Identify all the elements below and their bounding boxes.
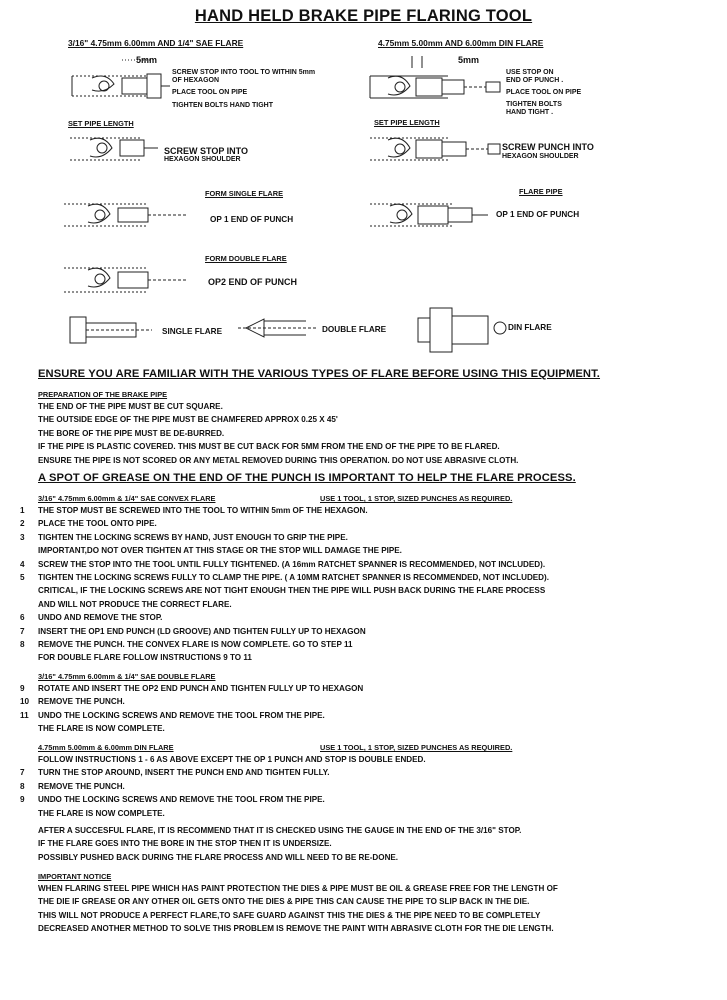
step-row (20, 519, 549, 532)
step-number: 4 (20, 559, 25, 569)
step-row (20, 795, 426, 808)
din-heading: 4.75mm 5.00mm & 6.00mm DIN FLARE (38, 743, 174, 752)
step-text: REMOVE THE PUNCH. (38, 697, 125, 707)
grease-heading: A SPOT OF GREASE ON THE END OF THE PUNCH IS IMPORTANT TO HELP THE FLARE PROCESS. (38, 472, 576, 484)
step-row (20, 684, 363, 697)
step-text: SCREW THE STOP INTO THE TOOL UNTIL FULLY TIGHTENED. (A 16mm RATCHET SPANNER IS RECOMMENDED, NOT INCLUDED). (38, 559, 546, 569)
left-step1-line1: SCREW STOP INTO TOOL TO WITHIN 5mm (172, 69, 316, 76)
step-text: PLACE THE TOOL ONTO PIPE. (38, 519, 157, 529)
important-line: WHEN FLARING STEEL PIPE WHICH HAS PAINT PROTECTION THE DIES & PIPE MUST BE OIL & GREASE FREE FOR THE LENGTH OF (38, 884, 558, 893)
important-line: THIS WILL NOT PRODUCE A PERFECT FLARE,TO SAFE GUARD AGAINST THIS THE DIES & THE PIPE NEED TO BE COMPLETELY (38, 910, 541, 920)
step-number: 11 (20, 710, 29, 720)
right-step1-line1: USE STOP ON (506, 69, 554, 76)
step-number: 8 (20, 639, 25, 649)
preparation-text (38, 402, 518, 469)
flare-pipe-label: FLARE PIPE (519, 187, 563, 196)
tool-diagram-double-flare (58, 260, 198, 302)
step-text: TIGHTEN THE LOCKING SCREWS BY HAND, JUST ENOUGH TO GRIP THE PIPE. (38, 532, 348, 542)
step-text: REMOVE THE PUNCH. THE CONVEX FLARE IS NOW COMPLETE. GO TO STEP 11 (38, 639, 353, 649)
left-step1-line4: TIGHTEN BOLTS HAND TIGHT (172, 102, 273, 109)
after-text (38, 826, 521, 866)
preparation-line: ENSURE THE PIPE IS NOT SCORED OR ANY METAL REMOVED DURING THIS OPERATION. DO NOT USE ABRASIVE CLOTH. (38, 455, 519, 465)
step-number: 6 (20, 613, 25, 623)
tool-diagram-left-set-length (62, 128, 162, 172)
step-text: IMPORTANT,DO NOT OVER TIGHTEN AT THIS STAGE OR THE STOP WILL DAMAGE THE PIPE. (38, 546, 402, 556)
important-heading: IMPORTANT NOTICE (38, 872, 112, 881)
tool-diagram-single-flare (58, 196, 198, 236)
preparation-line: THE OUTSIDE EDGE OF THE PIPE MUST BE CHAMFERED APPROX 0.25 X 45' (38, 415, 338, 425)
right-screw-punch-line2: HEXAGON SHOULDER (502, 153, 579, 160)
preparation-line: IF THE PIPE IS PLASTIC COVERED. THIS MUST BE CUT BACK FOR 5MM FROM THE END OF THE PIPE TO BE FLARED. (38, 442, 500, 452)
step-row (20, 782, 426, 795)
step-number: 7 (20, 768, 25, 778)
after-line: IF THE FLARE GOES INTO THE BORE IN THE STOP THEN IT IS UNDERSIZE. (38, 839, 332, 849)
single-flare-label: SINGLE FLARE (162, 327, 223, 336)
step-row (20, 533, 549, 546)
step-row (20, 697, 363, 710)
step-text: INSERT THE OP1 END PUNCH (LD GROOVE) AND TIGHTEN FULLY UP TO HEXAGON (38, 626, 366, 636)
right-step1-line2: END OF PUNCH . (506, 77, 564, 84)
step-text: REMOVE THE PUNCH. (38, 781, 125, 791)
left-set-pipe-length: SET PIPE LENGTH (68, 119, 134, 128)
left-step1-line3: PLACE TOOL ON PIPE (172, 89, 248, 96)
right-step1-line3: PLACE TOOL ON PIPE (506, 89, 582, 96)
step-text: THE FLARE IS NOW COMPLETE. (38, 724, 165, 734)
step-number: 2 (20, 519, 25, 529)
step-text: TURN THE STOP AROUND, INSERT THE PUNCH END AND TIGHTEN FULLY. (38, 768, 330, 778)
din-note: USE 1 TOOL, 1 STOP, SIZED PUNCHES AS REQUIRED. (320, 743, 513, 752)
preparation-line: THE BORE OF THE PIPE MUST BE DE-BURRED. (38, 428, 225, 438)
dim-5mm-left: 5mm (136, 55, 158, 65)
right-step1-line4: TIGHTEN BOLTS (506, 101, 562, 108)
din-flare-drawing (412, 300, 512, 356)
left-section-header: 3/16" 4.75mm 6.00mm AND 1/4" SAE FLARE (68, 38, 244, 48)
din-flare-label: DIN FLARE (508, 323, 552, 332)
form-double-flare-label: FORM DOUBLE FLARE (205, 254, 287, 263)
step-number: 1 (20, 506, 25, 515)
step-text: ROTATE AND INSERT THE OP2 END PUNCH AND TIGHTEN FULLY UP TO HEXAGON (38, 684, 364, 693)
step-text: FOR DOUBLE FLARE FOLLOW INSTRUCTIONS 9 TO 11 (38, 653, 252, 663)
tool-diagram-flare-pipe (362, 196, 492, 236)
step-row (20, 653, 549, 666)
double-steps (20, 684, 363, 738)
step-row (20, 768, 426, 781)
right-section-header: 4.75mm 5.00mm AND 6.00mm DIN FLARE (378, 38, 544, 48)
step-text: UNDO AND REMOVE THE STOP. (38, 613, 163, 623)
step-row (20, 600, 549, 613)
step-row (20, 724, 363, 737)
left-op1-label: OP 1 END OF PUNCH (210, 215, 294, 224)
single-flare-drawing (62, 305, 162, 355)
right-screw-punch-line1: SCREW PUNCH INTO (502, 142, 594, 152)
important-line: THE DIE IF GREASE OR ANY OTHER OIL GETS ONTO THE DIES & PIPE THIS CAN CAUSE THE PIPE TO SLIP BACK IN THE DIE. (38, 897, 530, 907)
convex-steps (20, 506, 549, 667)
step-number: 3 (20, 532, 25, 542)
important-line: DECREASED ANOTHER METHOD TO SOLVE THIS PROBLEM IS REMOVE THE PAINT WITH ABRASIVE CLOTH FOR THE DIE LENGTH. (38, 924, 554, 934)
page-title: HAND HELD BRAKE PIPE FLARING TOOL (194, 7, 533, 25)
step-row (20, 809, 426, 822)
right-op1-label: OP 1 END OF PUNCH (496, 210, 580, 219)
step-row (20, 711, 363, 724)
step-number: 9 (20, 684, 25, 693)
step-text: THE FLARE IS NOW COMPLETE. (38, 808, 165, 818)
step-text: THE STOP MUST BE SCREWED INTO THE TOOL TO WITHIN 5mm OF THE HEXAGON. (38, 506, 368, 515)
step-text: TIGHTEN THE LOCKING SCREWS FULLY TO CLAMP THE PIPE. ( A 10MM RATCHET SPANNER IS RECOMMENDED, NOT INCLUDED). (38, 572, 549, 582)
form-single-flare-label: FORM SINGLE FLARE (205, 189, 284, 198)
dim-5mm-right: 5mm (458, 55, 480, 65)
step-number: 8 (20, 781, 25, 791)
left-screw-stop-line2: HEXAGON SHOULDER (164, 156, 241, 163)
preparation-line: THE END OF THE PIPE MUST BE CUT SQUARE. (38, 402, 223, 411)
important-text (38, 884, 558, 938)
step-number: 7 (20, 626, 25, 636)
step-text: AND WILL NOT PRODUCE THE CORRECT FLARE. (38, 599, 232, 609)
convex-heading: 3/16" 4.75mm 6.00mm & 1/4" SAE CONVEX FLARE (38, 494, 216, 503)
step-row (20, 573, 549, 586)
step-row (20, 640, 549, 653)
preparation-heading: PREPARATION OF THE BRAKE PIPE (38, 390, 168, 399)
ensure-heading: ENSURE YOU ARE FAMILIAR WITH THE VARIOUS TYPES OF FLARE BEFORE USING THIS EQUIPMENT. (38, 368, 601, 380)
step-row (20, 560, 549, 573)
after-line: POSSIBLY PUSHED BACK DURING THE FLARE PROCESS AND WILL NEED TO BE RE-DONE. (38, 852, 399, 862)
convex-note: USE 1 TOOL, 1 STOP, SIZED PUNCHES AS REQUIRED. (320, 494, 513, 503)
double-flare-drawing (236, 305, 326, 351)
step-number: 10 (20, 697, 30, 707)
step-row (20, 546, 549, 559)
step-text: CRITICAL, IF THE LOCKING SCREWS ARE NOT TIGHT ENOUGH THEN THE PIPE WILL PUSH BACK DURING THE FLARE PROCESS (38, 586, 546, 596)
after-line: AFTER A SUCCESFUL FLARE, IT IS RECOMMEND THAT IT IS CHECKED USING THE GAUGE IN THE END OF THE 3/16" STOP. (38, 826, 522, 835)
tool-diagram-right-set-length (358, 128, 508, 172)
right-step1-line5: HAND TIGHT . (506, 109, 554, 116)
double-flare-label: DOUBLE FLARE (322, 325, 387, 334)
step-row (20, 755, 426, 768)
step-text: FOLLOW INSTRUCTIONS 1 - 6 AS ABOVE EXCEPT THE OP 1 PUNCH AND STOP IS DOUBLE ENDED. (38, 755, 426, 764)
double-heading: 3/16" 4.75mm 6.00mm & 1/4" SAE DOUBLE FLARE (38, 672, 216, 681)
step-number: 9 (20, 795, 25, 805)
step-number: 5 (20, 572, 25, 582)
step-text: UNDO THE LOCKING SCREWS AND REMOVE THE TOOL FROM THE PIPE. (38, 795, 325, 805)
step-row (20, 586, 549, 599)
step-row (20, 627, 549, 640)
tool-diagram-right-step1 (358, 54, 508, 116)
step-text: UNDO THE LOCKING SCREWS AND REMOVE THE TOOL FROM THE PIPE. (38, 710, 325, 720)
din-steps (20, 755, 426, 822)
left-op2-label: OP2 END OF PUNCH (208, 277, 298, 287)
step-row (20, 506, 549, 519)
step-row (20, 613, 549, 626)
left-step1-line2: OF HEXAGON (172, 77, 220, 84)
right-set-pipe-length: SET PIPE LENGTH (374, 118, 440, 127)
left-screw-stop-line1: SCREW STOP INTO (164, 146, 249, 156)
